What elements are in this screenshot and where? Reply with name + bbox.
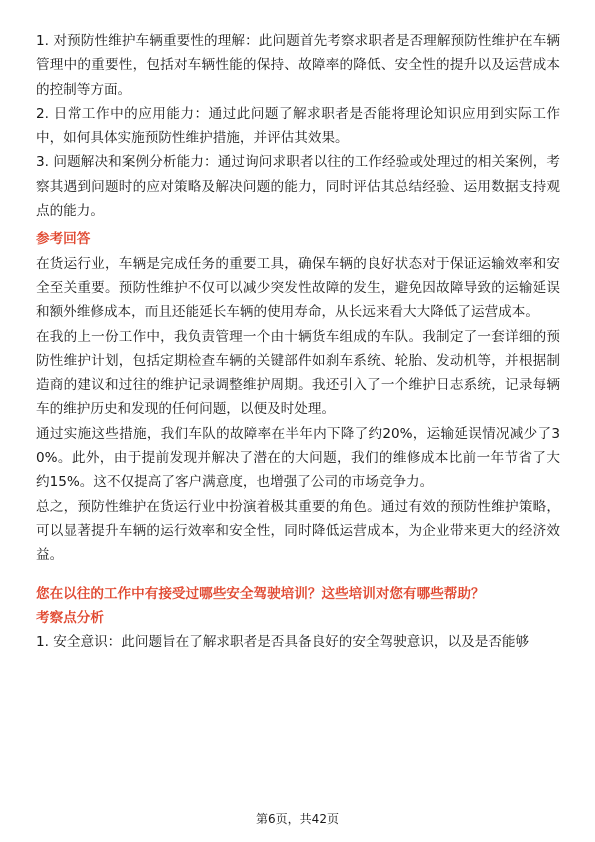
answer-paragraph-2: 在我的上一份工作中，我负责管理一个由十辆货车组成的车队。我制定了一套详细的预防性维护计划，包括定期检查车辆的关键部件如刹车系统、轮胎、发动机等，并根据制造商的建议和过往的维护记录调整维护周期。我还引入了一个维护日志系统，记录每辆车的维护历史和发现的任何问题，以便及时处理。 xyxy=(36,328,560,418)
answer-paragraph-4: 总之，预防性维护在货运行业中扮演着极其重要的角色。通过有效的预防性维护策略，可以显著提升车辆的运行效率和安全性，同时降低运营成本，为企业带来更大的经济效益。 xyxy=(36,498,560,564)
analysis-points xyxy=(36,29,560,223)
next-question-section xyxy=(36,582,560,655)
document-page xyxy=(36,29,560,654)
analysis-point-1: 1. 对预防性维护车辆重要性的理解：此问题首先考察求职者是否理解预防性维护在车辆管理中的重要性，包括对车辆性能的保持、故障率的降低、安全性的提升以及运营成本的控制等方面。 xyxy=(36,33,560,98)
analysis-point-1-next: 1. 安全意识：此问题旨在了解求职者是否具备良好的安全驾驶意识，以及是否能够 xyxy=(36,634,530,651)
reference-answer-heading: 参考回答 xyxy=(36,231,91,248)
analysis-point-2: 2. 日常工作中的应用能力：通过此问题了解求职者是否能将理论知识应用到实际工作中，如何具体实施预防性维护措施，并评估其效果。 xyxy=(36,105,560,147)
answer-paragraph-1: 在货运行业，车辆是完成任务的重要工具，确保车辆的良好状态对于保证运输效率和安全至关重要。预防性维护不仅可以减少突发性故障的发生，避免因故障导致的运输延误和额外维修成本，而且还能延长车辆的使用寿命，从长远来看大大降低了运营成本。 xyxy=(36,255,560,321)
analysis-heading: 考察点分析 xyxy=(36,609,104,626)
answer-paragraph-3: 通过实施这些措施，我们车队的故障率在半年内下降了约20%，运输延误情况减少了30%。此外，由于提前发现并解决了潜在的大问题，我们的维修成本比前一年节省了大约15%。这不仅提高了客户满意度，也增强了公司的市场竞争力。 xyxy=(36,425,560,491)
question-title: 您在以往的工作中有接受过哪些安全驾驶培训？这些培训对您有哪些帮助？ xyxy=(36,585,485,602)
analysis-point-3: 3. 问题解决和案例分析能力：通过询问求职者以往的工作经验或处理过的相关案例，考察其遇到问题时的应对策略及解决问题的能力，同时评估其总结经验、运用数据支持观点的能力。 xyxy=(36,154,560,220)
reference-answer-section xyxy=(36,227,560,567)
page-number: 第6页，共42页 xyxy=(256,812,339,826)
